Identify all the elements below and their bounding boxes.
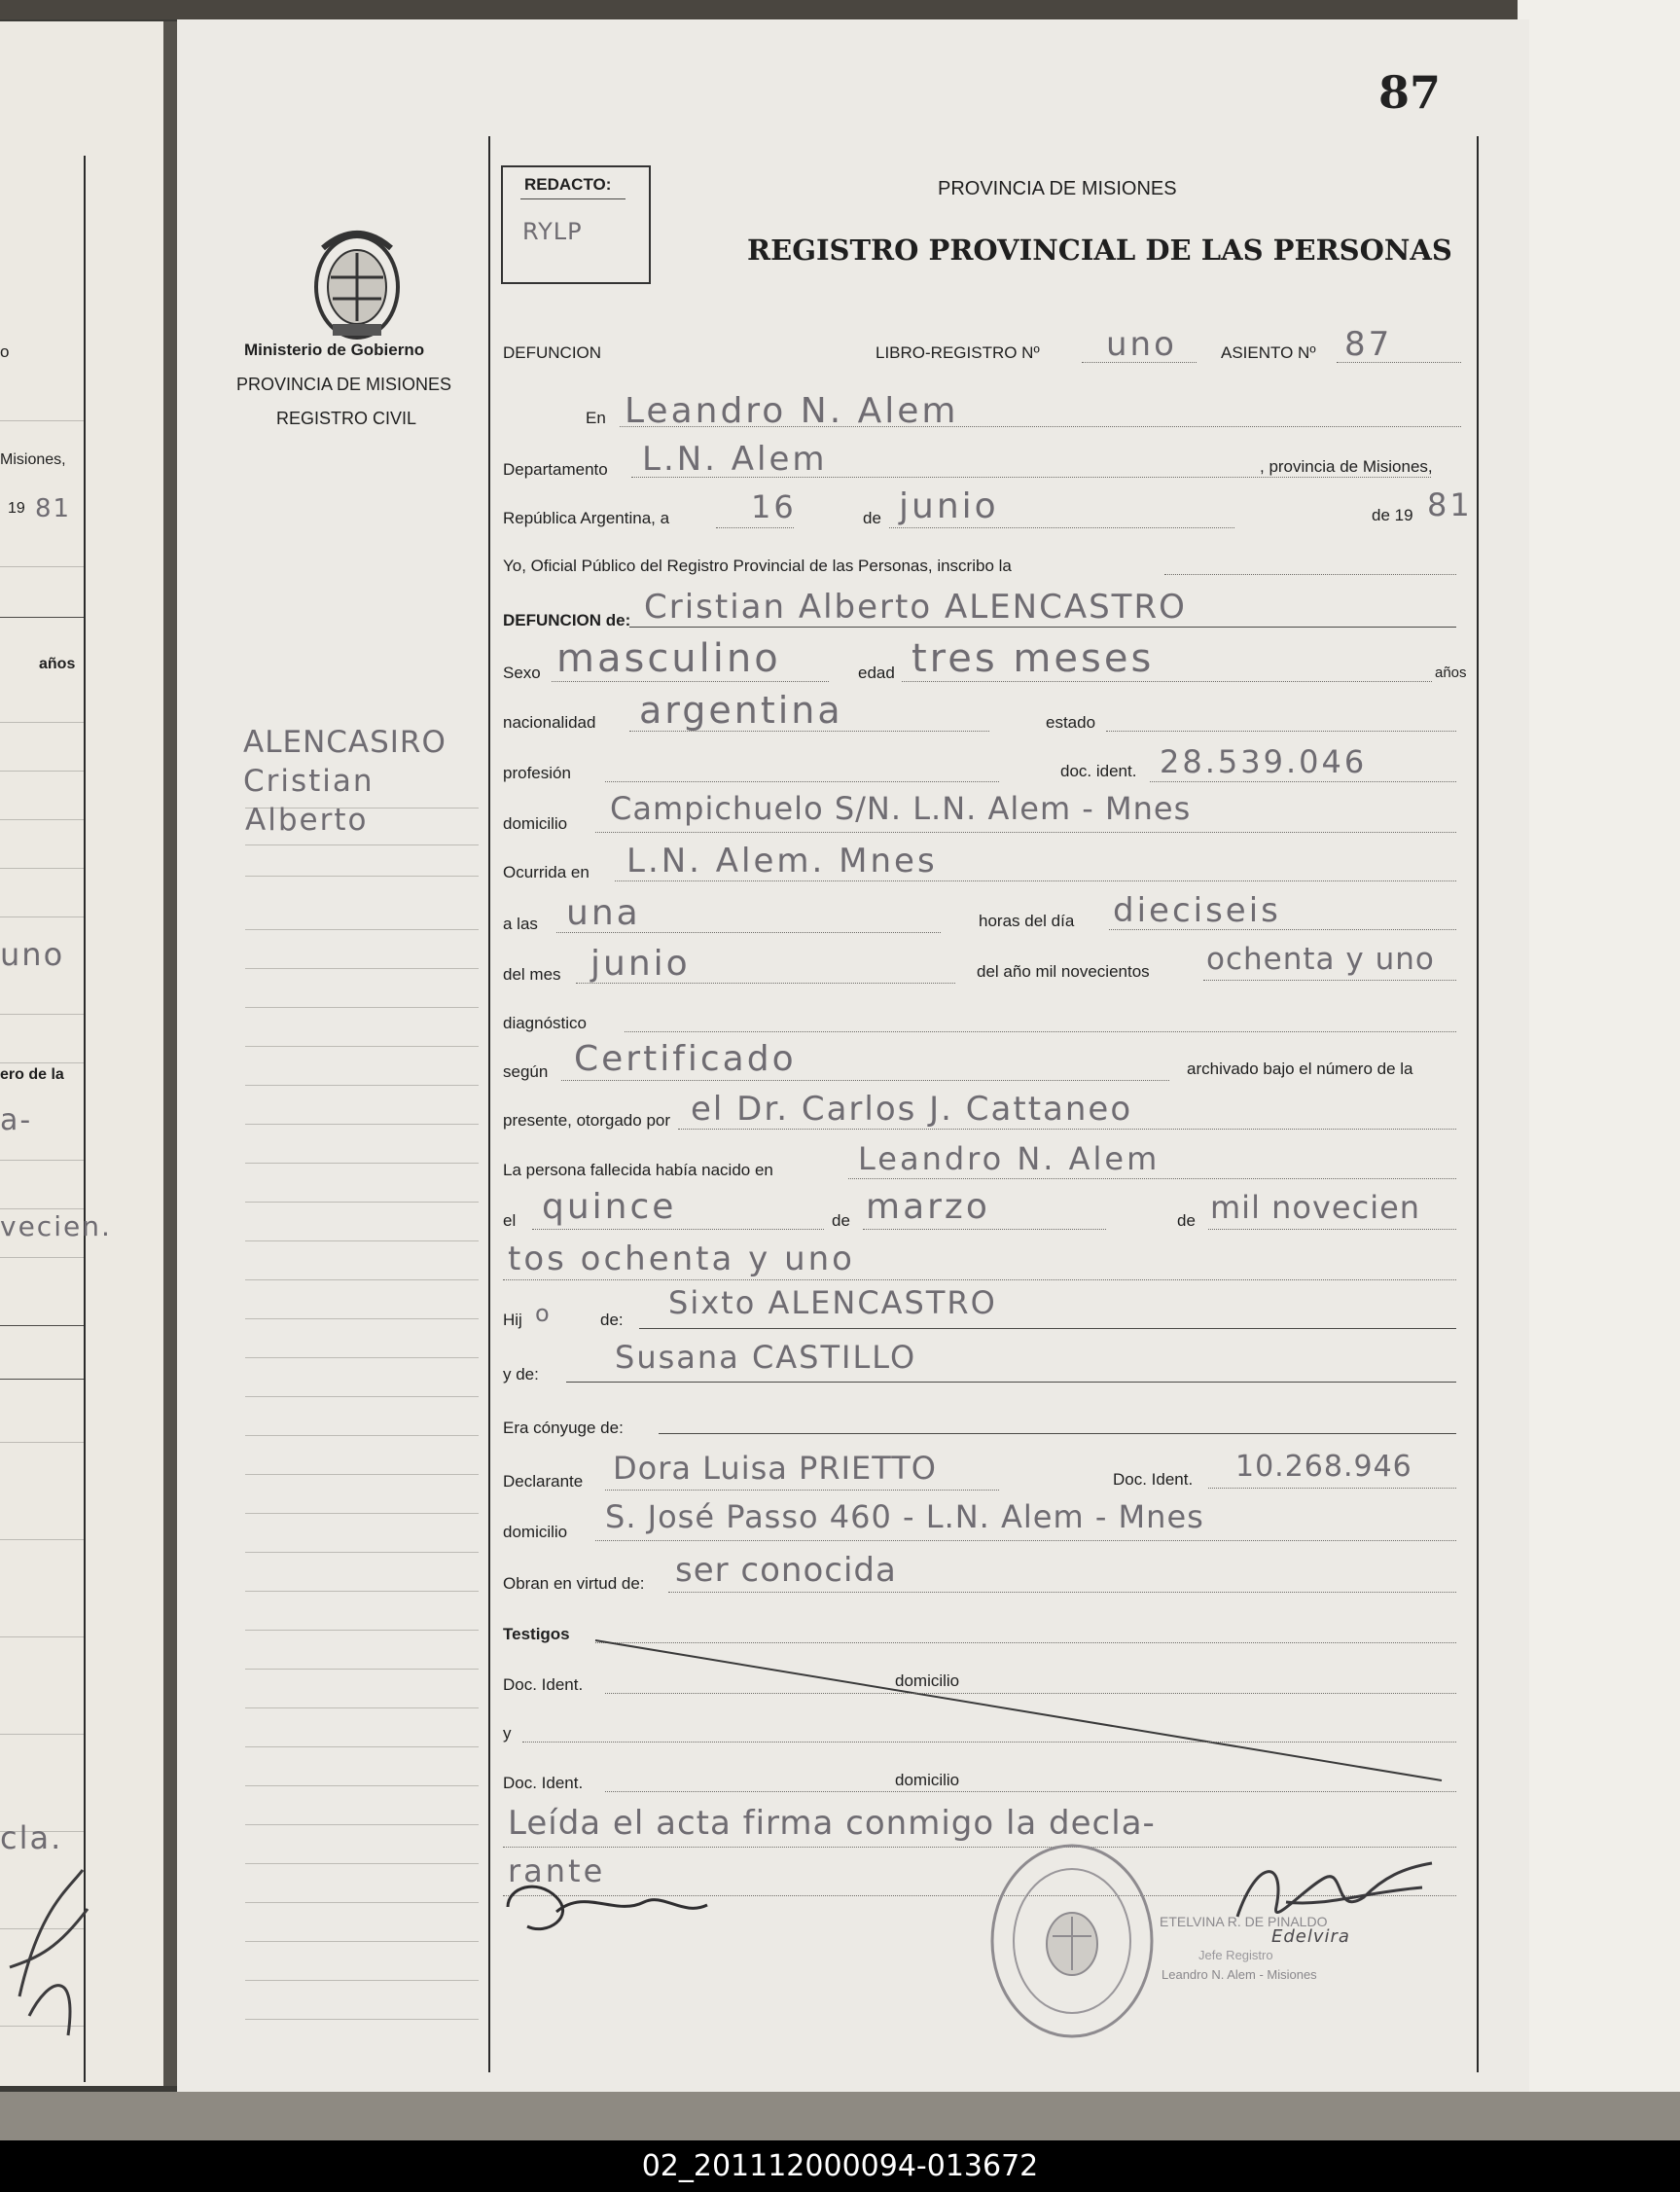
obran-value: ser conocida [675, 1551, 897, 1590]
civil-registry-label: REGISTRO CIVIL [276, 409, 417, 428]
background-bottom [0, 2092, 1680, 2140]
del-mes-label: del mes [503, 965, 561, 984]
left-fragment-7: ero de la [0, 1066, 64, 1083]
background-top [0, 0, 1680, 19]
del-mes-value: junio [590, 944, 691, 984]
declarante-label: Declarante [503, 1472, 584, 1491]
estado-label: estado [1046, 713, 1096, 732]
official-seal-stamp [984, 1839, 1160, 2043]
testigos-label: Testigos [503, 1625, 570, 1643]
yo-label: Yo, Oficial Público del Registro Provincial de las Personas, inscribo la [503, 557, 1012, 575]
domicilio3-label: domicilio [895, 1671, 960, 1690]
right-page [177, 19, 1529, 2092]
left-fragment-9: vecien. [0, 1210, 112, 1242]
background-right [1518, 0, 1680, 2140]
margin-note-middle-name: Alberto [245, 803, 369, 838]
year-value: 81 [1427, 486, 1473, 523]
el-label: el [503, 1211, 517, 1230]
en-value: Leandro N. Alem [625, 391, 959, 431]
a-las-value: una [566, 893, 641, 933]
left-fragment-6: uno [0, 936, 65, 973]
nacionalidad-label: nacionalidad [503, 713, 596, 732]
republica-label: República Argentina, a [503, 509, 670, 527]
conyuge-label: Era cónyuge de: [503, 1419, 624, 1437]
obran-label: Obran en virtud de: [503, 1574, 645, 1593]
presente-value: el Dr. Carlos J. Cattaneo [691, 1090, 1133, 1129]
anio-value: ochenta y uno [1206, 942, 1435, 977]
dia-value: 16 [751, 488, 797, 525]
doc2-label: Doc. Ident. [503, 1774, 584, 1792]
official-place: Leandro N. Alem - Misiones [1162, 1967, 1317, 1982]
nacido-label: La persona fallecida había nacido en [503, 1161, 773, 1179]
ministry-label: Ministerio de Gobierno [244, 341, 425, 359]
presente-label: presente, otorgado por [503, 1111, 671, 1130]
mes2-value: marzo [866, 1187, 990, 1227]
hijo-label: Hij [503, 1311, 522, 1329]
coat-of-arms-icon [304, 209, 411, 345]
de2-label: de [832, 1211, 850, 1230]
segun-label: según [503, 1062, 549, 1081]
left-fragment-8: a- [0, 1103, 33, 1137]
left-fragment-10: cla. [0, 1819, 63, 1856]
horas-value: dieciseis [1113, 891, 1281, 930]
departamento-label: Departamento [503, 460, 608, 479]
de3-label: de [1177, 1211, 1196, 1230]
left-page [0, 21, 163, 2086]
de-year-label: de 19 [1372, 506, 1413, 524]
left-fragment-3: 19 [8, 500, 25, 517]
edad-value: tres meses [911, 636, 1155, 681]
a-las-label: a las [503, 915, 538, 933]
registry-title: REGISTRO PROVINCIAL DE LAS PERSONAS [747, 234, 1452, 267]
left-fragment-1: o [0, 342, 10, 361]
left-page-rule [84, 156, 86, 2082]
ministry-province-label: PROVINCIA DE MISIONES [236, 375, 452, 394]
sexo-label: Sexo [503, 664, 541, 682]
mes-value: junio [899, 486, 999, 526]
left-fragment-5: años [39, 656, 76, 672]
el-value: quince [542, 1187, 677, 1227]
province-title: PROVINCIA DE MISIONES [938, 178, 1177, 199]
anos-label: años [1435, 665, 1467, 681]
left-signature-mark [0, 1851, 97, 2045]
doc1-label: Doc. Ident. [503, 1675, 584, 1694]
departamento-value: L.N. Alem [642, 440, 828, 479]
segun-value: Certificado [574, 1039, 797, 1079]
declarante-value: Dora Luisa PRIETTO [613, 1450, 937, 1487]
y-de-label: y de: [503, 1365, 539, 1383]
provincia-label: , provincia de Misiones, [1260, 457, 1433, 476]
asiento-value: 87 [1344, 325, 1393, 364]
void-slash-line [586, 1615, 1461, 1790]
libro-value: uno [1106, 325, 1177, 364]
hijo-suffix: o [535, 1300, 553, 1327]
declarante-doc-label: Doc. Ident. [1113, 1470, 1194, 1489]
domicilio2-label: domicilio [503, 1523, 568, 1541]
redacto-label: REDACTO: [524, 175, 612, 194]
book-gutter [163, 21, 177, 2086]
official-signature-text: Edelvira [1271, 1926, 1350, 1947]
right-rule [1477, 136, 1479, 2072]
image-caption: 02_201112000094-013672 [641, 2149, 1039, 2183]
seal-text [177, 19, 197, 20]
horas-label: horas del día [979, 912, 1075, 930]
declarant-signature-text [547, 1926, 554, 1927]
nacido-value: Leandro N. Alem [858, 1140, 1161, 1177]
edad-label: edad [858, 664, 895, 682]
asiento-label: ASIENTO Nº [1221, 343, 1316, 362]
margin-note-name: Cristian [243, 764, 375, 799]
anio-label: del año mil novecientos [977, 962, 1150, 981]
closing-line-2: rante [508, 1852, 606, 1889]
left-fragment-4: 81 [35, 494, 72, 523]
doc-ident-value: 28.539.046 [1160, 743, 1368, 780]
doc-ident-label: doc. ident. [1060, 762, 1137, 780]
ocurrida-value: L.N. Alem. Mnes [626, 842, 938, 880]
y-label: y [503, 1724, 512, 1743]
declarante-doc-value: 10.268.946 [1235, 1450, 1412, 1484]
redacto-box [501, 165, 651, 284]
redacto-value: RYLP [522, 218, 583, 245]
hijo-de-label: de: [600, 1311, 624, 1329]
diagnostico-label: diagnóstico [503, 1014, 588, 1032]
page-number: 87 [1378, 66, 1442, 119]
hijo-value: Sixto ALENCASTRO [668, 1284, 997, 1321]
closing-line-1: Leída el acta firma conmigo la decla- [508, 1804, 1156, 1843]
domicilio2-value: S. José Passo 460 - L.N. Alem - Mnes [605, 1498, 1204, 1535]
official-role: Jefe Registro [1198, 1948, 1273, 1962]
defuncion-header: DEFUNCION [503, 343, 602, 362]
domicilio-label: domicilio [503, 814, 568, 833]
anio2-continuation: tos ochenta y uno [508, 1240, 855, 1278]
left-fragment-2: Misiones, [0, 451, 66, 468]
profesion-label: profesión [503, 764, 571, 782]
domicilio4-label: domicilio [895, 1771, 960, 1789]
defuncion-de-value: Cristian Alberto ALENCASTRO [644, 588, 1187, 627]
sexo-value: masculino [556, 636, 781, 681]
declarant-signature [498, 1868, 732, 1946]
nacionalidad-value: argentina [639, 689, 843, 732]
margin-rule [488, 136, 490, 2072]
archivado-label: archivado bajo el número de la [1187, 1060, 1413, 1078]
libro-label: LIBRO-REGISTRO Nº [876, 343, 1040, 362]
anio2-value: mil novecien [1210, 1189, 1421, 1226]
official-name: ETELVINA R. DE PINALDO [1160, 1914, 1328, 1929]
de-label: de [863, 509, 881, 527]
ocurrida-label: Ocurrida en [503, 863, 590, 881]
domicilio-value: Campichuelo S/N. L.N. Alem - Mnes [610, 790, 1192, 827]
y-de-value: Susana CASTILLO [615, 1339, 917, 1376]
defuncion-de-label: DEFUNCION de: [503, 611, 631, 629]
margin-note-surname: ALENCASIRO [243, 725, 447, 760]
en-label: En [586, 409, 606, 427]
